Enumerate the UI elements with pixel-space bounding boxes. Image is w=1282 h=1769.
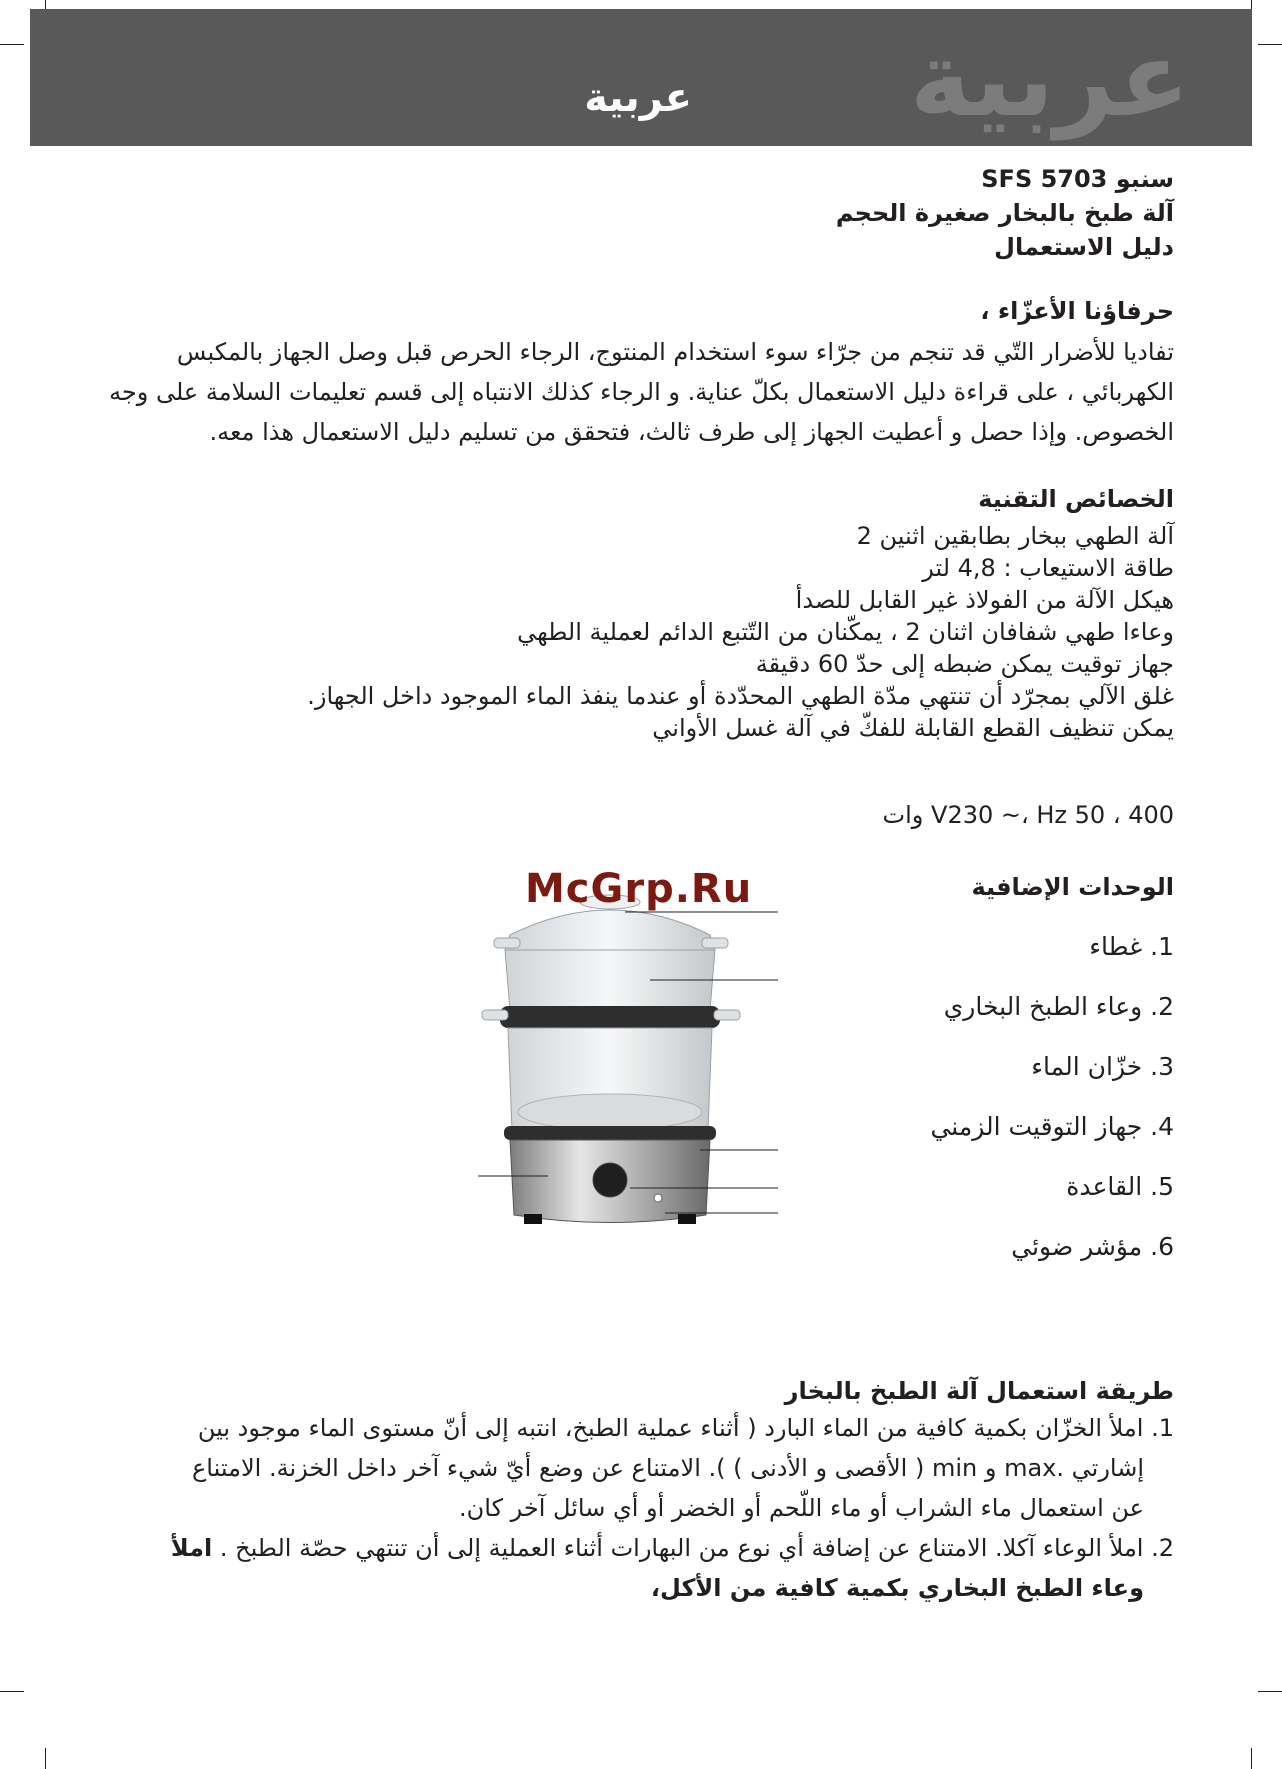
spec-item: جهاز توقيت يمكن ضبطه إلى حدّ 60 دقيقة xyxy=(755,650,1174,678)
usage-step2-text: 2. املأ الوعاء آكلا. الامتناع عن إضافة أي نوع من البهارات أثناء العملية إلى أن تنتهي حصّة الطبخ . xyxy=(219,1534,1174,1562)
spec-item: هيكل الآلة من الفولاذ غير القابل للصدأ xyxy=(795,586,1174,614)
header-title: عربية xyxy=(584,75,692,121)
accessory-item: 5. القاعدة xyxy=(1066,1172,1174,1201)
usage-step1-line: عن استعمال ماء الشراب أو ماء اللّحم أو الخضر أو أي سائل آخر كان. xyxy=(459,1494,1144,1522)
spec-item: يمكن تنظيف القطع القابلة للفكّ في آلة غسل الأواني xyxy=(652,714,1174,742)
usage-step2-line xyxy=(171,1528,1174,1568)
watermark: McGrp.Ru xyxy=(525,866,753,912)
spec-item: وعاءا طهي شفافان اثنان 2 ، يمكّنان من التّتبع الدائم لعملية الطهي xyxy=(517,618,1174,646)
spec-item: غلق الآلي بمجرّد أن تنتهي مدّة الطهي المحدّدة أو عندما ينفذ الماء الموجود داخل الجهاز. xyxy=(307,682,1174,710)
accessory-item: 4. جهاز التوقيت الزمني xyxy=(930,1112,1174,1141)
power-spec: V230 ~، Hz 50 ، 400 وات xyxy=(882,801,1174,829)
usage-steps xyxy=(171,1408,1174,1608)
usage-step1-line: إشارتي .max و min ( الأقصى و الأدنى ) ). الامتناع عن وضع أيّ شيء آخر داخل الخزنة. الامتناع xyxy=(191,1454,1144,1482)
usage-step1-line: 1. املأ الخزّان بكمية كافية من الماء البارد ( أثناء عملية الطبخ، انتبه إلى أنّ مستوى الماء موجود بين xyxy=(197,1414,1174,1442)
intro-line: الكهربائي ، على قراءة دليل الاستعمال بكلّ عناية. و الرجاء كذلك الانتباه إلى قسم تعليمات السلامة على وجه xyxy=(109,378,1174,406)
header-ghost-title: عربية xyxy=(909,18,1190,140)
greeting: حرفاؤنا الأعزّاء ، xyxy=(980,297,1174,325)
accessory-item: 3. خزّان الماء xyxy=(1031,1052,1174,1081)
usage-step2-bold: املأ xyxy=(170,1534,213,1562)
usage-step2-line: وعاء الطبخ البخاري بكمية كافية من الأكل، xyxy=(650,1574,1144,1602)
intro-line: تفاديا للأضرار التّي قد تنجم من جرّاء سوء استخدام المنتوج، الرجاء الحرص قبل وصل الجهاز بالمكبس xyxy=(176,338,1174,366)
manual-title: دليل الاستعمال xyxy=(994,233,1174,261)
specs-heading: الخصائص التقنية xyxy=(978,485,1174,513)
product-name: آلة طبخ بالبخار صغيرة الحجم xyxy=(835,199,1174,227)
intro-line: الخصوص. وإذا حصل و أعطيت الجهاز إلى طرف ثالث، فتحقق من تسليم دليل الاستعمال هذا معه. xyxy=(209,418,1174,446)
product-model: سنبو SFS 5703 xyxy=(981,165,1174,193)
accessory-item: 2. وعاء الطبخ البخاري xyxy=(943,992,1174,1021)
spec-item: آلة الطهي ببخار بطابقين اثنين 2 xyxy=(856,522,1174,550)
accessories-heading: الوحدات الإضافية xyxy=(971,873,1174,901)
usage-heading: طريقة استعمال آلة الطبخ بالبخار xyxy=(784,1377,1174,1405)
spec-item: طاقة الاستيعاب : 4,8 لتر xyxy=(922,554,1174,582)
accessory-item: 6. مؤشر ضوئي xyxy=(1011,1232,1174,1261)
accessory-item: 1. غطاء xyxy=(1089,932,1174,961)
